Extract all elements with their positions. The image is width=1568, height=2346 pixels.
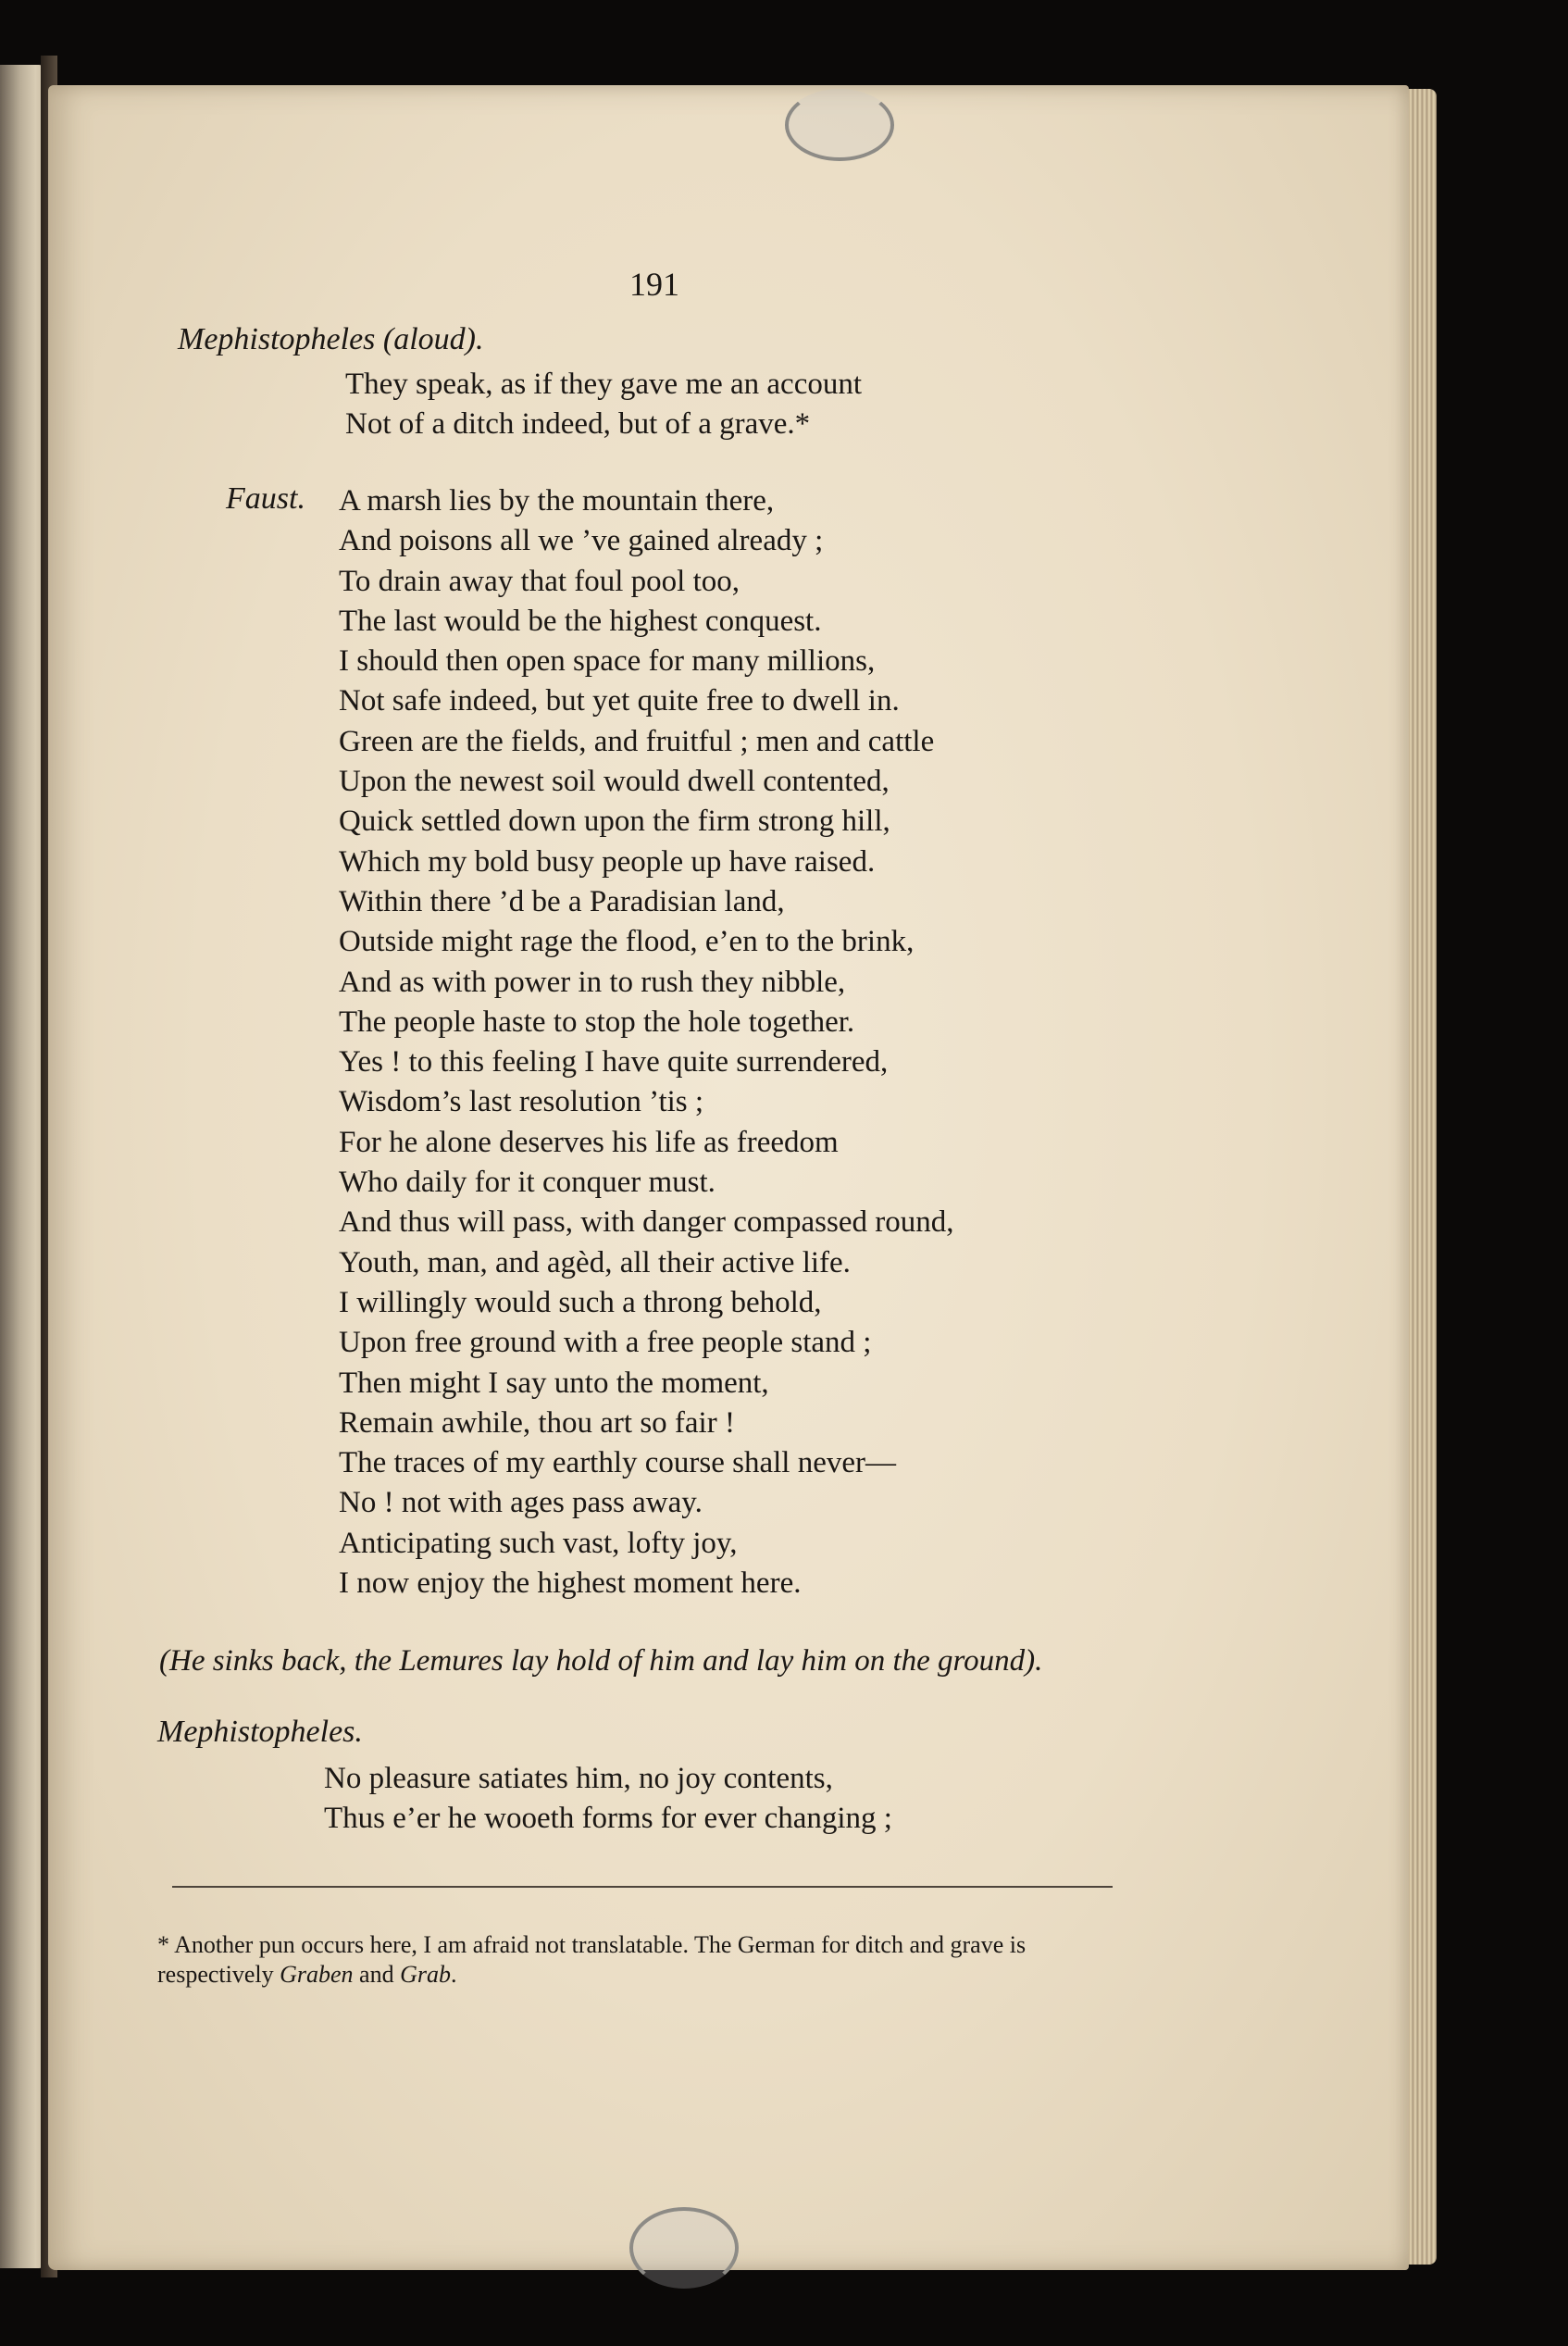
footnote-word-graben: Graben bbox=[280, 1961, 354, 1988]
verse-line: Upon free ground with a free people stand ; bbox=[339, 1326, 872, 1360]
footnote-text-and: and bbox=[353, 1961, 401, 1988]
verse-line: And thus will pass, with danger compassed round, bbox=[339, 1205, 954, 1240]
top-page-clip bbox=[785, 89, 894, 161]
verse-line: Yes ! to this feeling I have quite surrendered, bbox=[339, 1045, 889, 1079]
verse-line: I willingly would such a throng behold, bbox=[339, 1285, 822, 1319]
verse-line: No pleasure satiates him, no joy contents, bbox=[324, 1762, 833, 1795]
verse-line: They speak, as if they gave me an account bbox=[345, 368, 863, 401]
verse-line: And as with power in to rush they nibble, bbox=[339, 965, 846, 999]
verse-line: Who daily for it conquer must. bbox=[339, 1166, 716, 1200]
verse-line: Then might I say unto the moment, bbox=[339, 1366, 769, 1400]
verse-block-2 bbox=[339, 481, 954, 1604]
verse-line: Youth, man, and agèd, all their active life. bbox=[339, 1245, 851, 1279]
stage-direction: (He sinks back, the Lemures lay hold of him and lay him on the ground). bbox=[159, 1644, 1043, 1678]
verse-line: I now enjoy the highest moment here. bbox=[339, 1566, 802, 1601]
verse-line: And poisons all we ’ve gained already ; bbox=[339, 524, 824, 558]
verse-line: Wisdom’s last resolution ’tis ; bbox=[339, 1085, 704, 1119]
verse-line: Upon the newest soil would dwell contented, bbox=[339, 765, 890, 799]
verse-line: The traces of my earthly course shall never— bbox=[339, 1446, 897, 1480]
verse-line: Green are the fields, and fruitful ; men and cattle bbox=[339, 724, 935, 758]
footnote-marker: * bbox=[157, 1931, 169, 1958]
footnote-word-grab: Grab bbox=[400, 1961, 451, 1988]
verse-line: Not safe indeed, but yet quite free to dwell in. bbox=[339, 684, 900, 718]
verse-line: Anticipating such vast, lofty joy, bbox=[339, 1526, 738, 1560]
verse-block-1 bbox=[345, 365, 862, 445]
verse-line: The last would be the highest conquest. bbox=[339, 604, 822, 638]
previous-page-edge bbox=[0, 65, 44, 2268]
verse-block-3 bbox=[324, 1759, 892, 1840]
verse-line: For he alone deserves his life as freedom bbox=[339, 1125, 839, 1159]
verse-line: Thus e’er he wooeth forms for ever changing ; bbox=[324, 1802, 892, 1836]
verse-line: I should then open space for many millions, bbox=[339, 644, 876, 679]
verse-line: Which my bold busy people up have raised. bbox=[339, 844, 876, 879]
page-number: 191 bbox=[629, 266, 679, 303]
verse-line: A marsh lies by the mountain there, bbox=[339, 484, 775, 518]
footnote-text: Another pun occurs here, I am afraid not translatable. The German for ditch and grave is respectively bbox=[157, 1931, 1027, 1988]
verse-line: Quick settled down upon the firm strong hill, bbox=[339, 805, 890, 839]
verse-line: Within there ’d be a Paradisian land, bbox=[339, 884, 785, 918]
verse-line: No ! not with ages pass away. bbox=[339, 1486, 703, 1520]
bottom-page-clip bbox=[629, 2207, 739, 2289]
verse-line: Not of a ditch indeed, but of a grave.* bbox=[345, 407, 811, 442]
verse-line: Outside might rage the flood, e’en to the brink, bbox=[339, 925, 915, 959]
verse-line: Remain awhile, thou art so fair ! bbox=[339, 1405, 735, 1440]
footnote-rule bbox=[172, 1886, 1113, 1888]
footnote-end: . bbox=[451, 1961, 457, 1988]
speaker-mephistopheles-aloud: Mephistopheles (aloud). bbox=[178, 322, 484, 356]
speaker-faust: Faust. bbox=[226, 481, 305, 516]
footnote bbox=[157, 1930, 1120, 1990]
verse-line: To drain away that foul pool too, bbox=[339, 564, 740, 598]
verse-line: The people haste to stop the hole together. bbox=[339, 1005, 855, 1039]
speaker-mephistopheles: Mephistopheles. bbox=[157, 1715, 363, 1749]
